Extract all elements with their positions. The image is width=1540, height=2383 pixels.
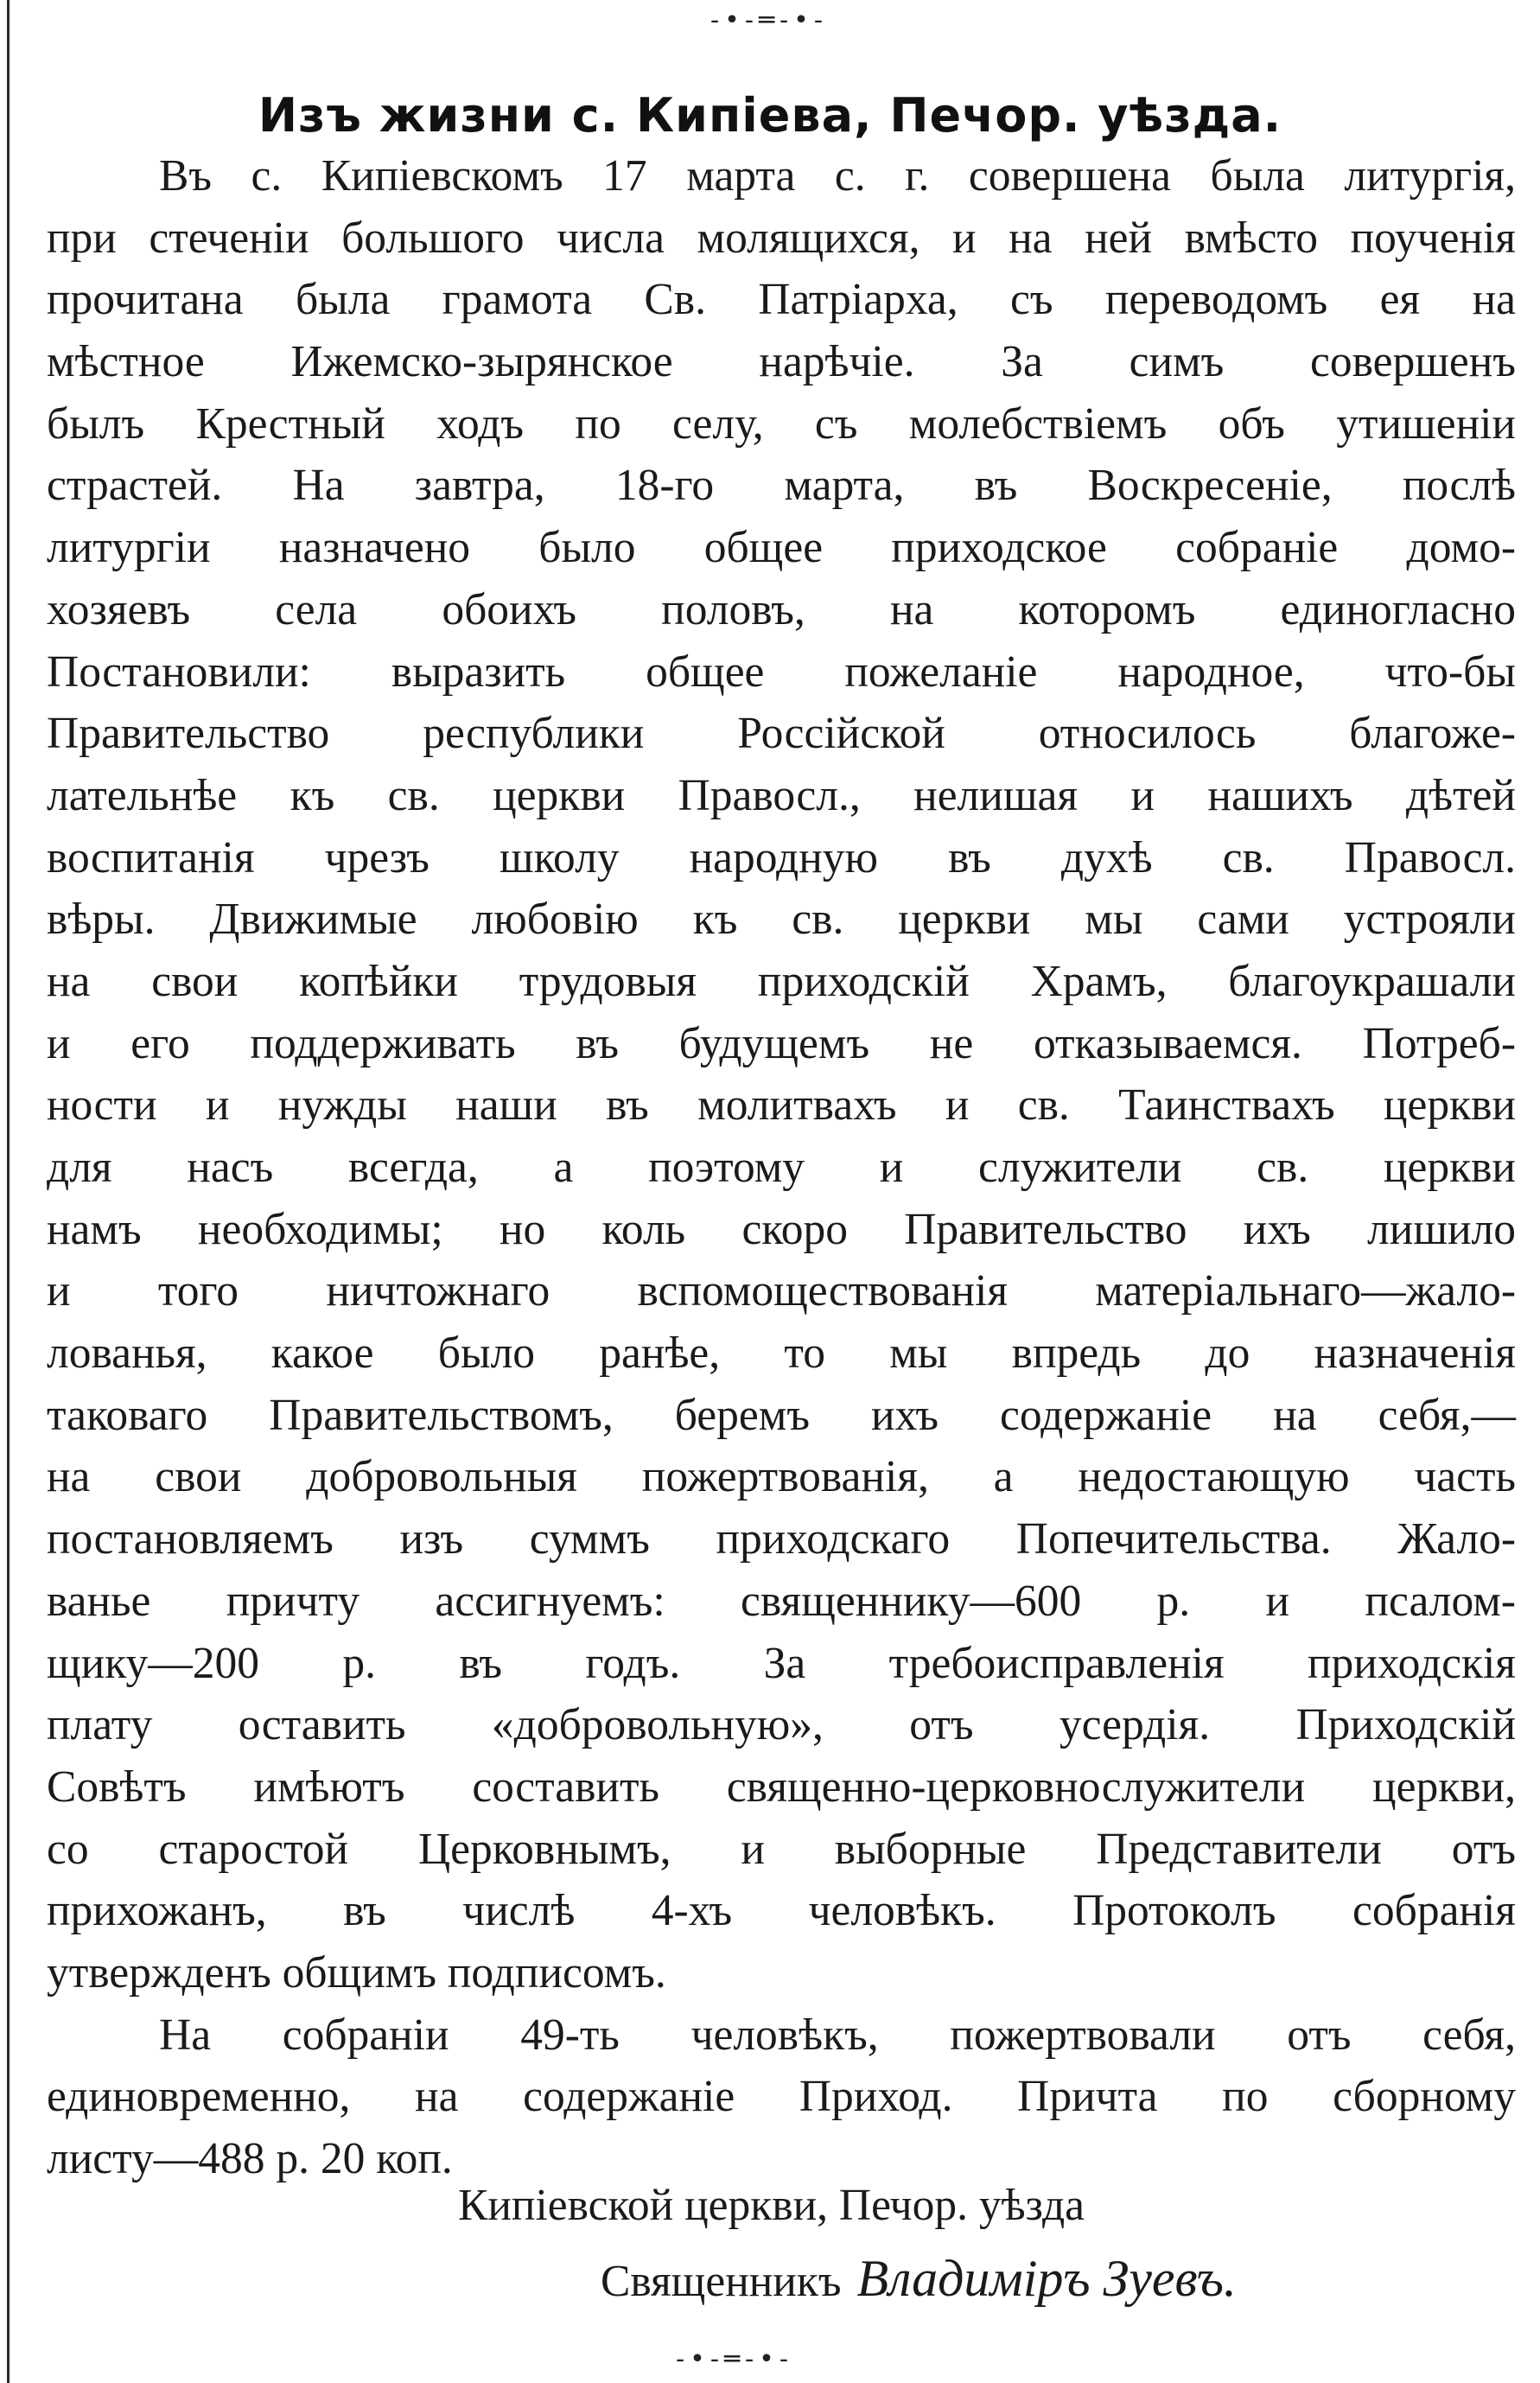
body-line: утвержденъ общимъ подписомъ.: [47, 1947, 666, 1998]
article-body: [47, 145, 1516, 2190]
body-line: Въ с. Кипіевскомъ 17 марта с. г. совершена была литургія,: [159, 151, 1516, 201]
body-line: Правительство республики Россійской относилось благоже-: [47, 709, 1516, 759]
body-line: для насъ всегда, а поэтому и служители св. церкви: [47, 1143, 1516, 1192]
body-line: при стеченіи большого числа молящихся, и на ней вмѣсто поученія: [47, 213, 1516, 263]
body-line: воспитанія чрезъ школу народную въ духѣ св. Правосл.: [47, 832, 1516, 882]
column-rule: [7, 0, 10, 2383]
body-line: на свои копѣйки трудовыя приходскій Храмъ, благоукрашали: [47, 956, 1516, 1006]
body-line: Совѣтъ имѣютъ составить священно-церковнослужители церкви,: [47, 1762, 1516, 1812]
body-line: щику—200 р. въ годъ. За требоисправленія приходскія: [47, 1638, 1516, 1688]
body-line: прихожанъ, въ числѣ 4-хъ человѣкъ. Протоколъ собранія: [47, 1886, 1516, 1936]
body-line: таковаго Правительствомъ, беремъ ихъ содержаніе на себя,—: [47, 1390, 1516, 1440]
body-line: плату оставить «добровольную», отъ усердія. Приходскій: [47, 1700, 1516, 1750]
body-line: ности и нужды наши въ молитвахъ и св. Таинствахъ церкви: [47, 1080, 1516, 1131]
signature-church: Кипіевской церкви, Печор. уѣзда: [458, 2181, 1085, 2230]
top-ornament: -•-═-•-: [710, 5, 828, 35]
body-line: на свои добровольныя пожертвованія, а недостающую часть: [47, 1452, 1516, 1502]
body-line: и его поддерживать въ будущемъ не отказываемся. Потреб-: [47, 1018, 1516, 1068]
body-line: литургіи назначено было общее приходское собраніе домо-: [47, 523, 1516, 573]
body-line: прочитана была грамота Св. Патріарха, съ переводомъ ея на: [47, 275, 1516, 325]
body-line: На собраніи 49-ть человѣкъ, пожертвовали отъ себя,: [159, 2010, 1516, 2060]
body-line: лательнѣе къ св. церкви Правосл., нелишая и нашихъ дѣтей: [47, 770, 1516, 820]
body-line: единовременно, на содержаніе Приход. Причта по сборному: [47, 2072, 1516, 2122]
body-line: и того ничтожнаго вспомоществованія матеріальнаго—жало-: [47, 1266, 1516, 1316]
body-line: листу—488 р. 20 коп.: [47, 2134, 453, 2183]
body-line: страстей. На завтра, 18-го марта, въ Воскресеніе, послѣ: [47, 461, 1516, 511]
body-line: лованья, какое было ранѣе, то мы впредь до назначенія: [47, 1328, 1516, 1379]
bottom-ornament: -•-═-•-: [676, 2344, 793, 2374]
body-line: хозяевъ села обоихъ половъ, на которомъ единогласно: [47, 584, 1516, 634]
signature-name: Владиміръ Зуевъ.: [856, 2250, 1237, 2307]
body-line: мѣстное Ижемско-зырянское нарѣчіе. За симъ совершенъ: [47, 337, 1516, 387]
signature-title: Священникъ: [601, 2257, 842, 2306]
body-line: со старостой Церковнымъ, и выборные Представители отъ: [47, 1824, 1516, 1874]
body-line: былъ Крестный ходъ по селу, съ молебствіемъ объ утишеніи: [47, 398, 1516, 449]
body-line: вѣры. Движимые любовію къ св. церкви мы сами устрояли: [47, 895, 1516, 945]
body-line: постановляемъ изъ суммъ приходскаго Попечительства. Жало-: [47, 1514, 1516, 1564]
signature-block: [0, 2170, 1540, 2318]
body-line: ванье причту ассигнуемъ: священнику—600 р. и псалом-: [47, 1576, 1516, 1626]
signature-priest: [0, 2242, 1540, 2318]
article-title: Изъ жизни с. Кипіева, Печор. уѣзда.: [258, 88, 1282, 143]
body-line: Постановили: выразить общее пожеланіе народное, что-бы: [47, 647, 1516, 697]
body-line: намъ необходимы; но коль скоро Правительство ихъ лишило: [47, 1204, 1516, 1254]
